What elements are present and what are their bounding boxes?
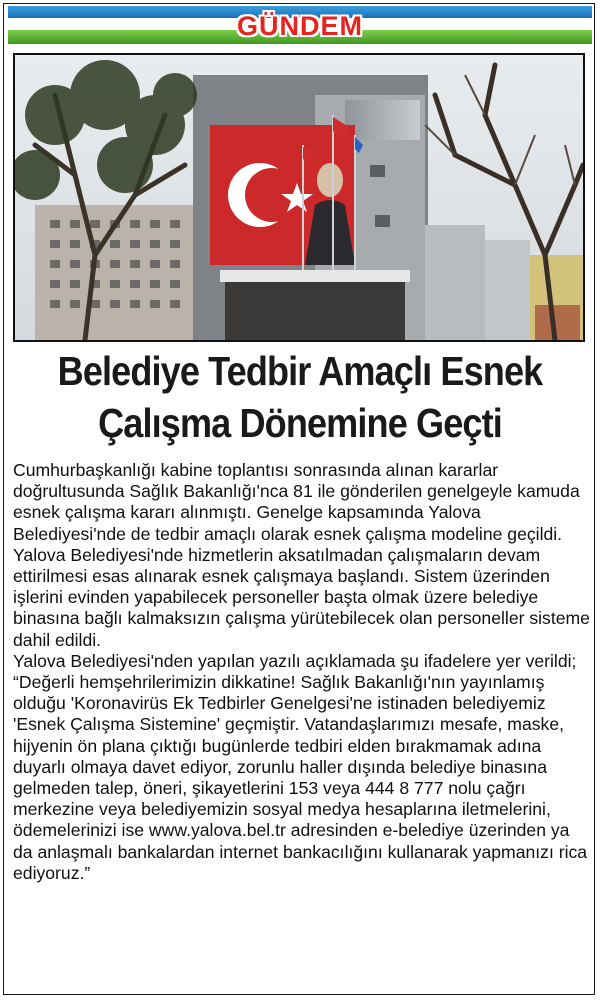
section-banner: [8, 6, 592, 44]
quote-paragraph: “Değerli hemşehrilerimizin dikkatine! Sağlık Bakanlığı'nın yayınlamış olduğu 'Koronavirüs Ek Tedbirler Genelgesi'ne istinaden belediyemiz 'Esnek Çalışma Sistemine' geçmiştir. Vatandaşlarımızı mesafe, maske, hijyenin ön plana çıktığı bugünlerde tedbiri elden bırakmamak adına duyarlı olmaya davet ediyor, zorunlu haller dışında belediye binasına gelmeden talep, öneri, şikayetlerini 153 veya 444 8 777 nolu çağrı merkezine veya belediyemizin sosyal medya hesaplarına iletmelerini, ödemelerinizi ise www.yalova.bel.tr adresinden e-belediye üzerinden ya da anlaşmalı bankalardan internet bankacılığını kullanarak yapmanızı rica ediyoruz.”: [13, 672, 588, 883]
building-photo-illustration: [15, 55, 583, 340]
paragraph: Yalova Belediyesi'nden yapılan yazılı açıklamada şu ifadelere yer verildi;: [13, 650, 577, 671]
paragraph: Yalova Belediyesi'nde hizmetlerin aksatılmadan çalışmaların devam ettirilmesi esas alınarak esnek çalışmaya başlandı. Sistem üzerinden işlerini evinden yapabilecek personeller başta olmak üzere belediye binasına bağlı kalmaksızın çalışma yürütebilecek olan personeller sisteme dahil edildi.: [13, 544, 590, 650]
headline: [43, 345, 557, 449]
section-title: GÜNDEM: [237, 11, 363, 41]
news-photo: [13, 53, 585, 342]
right-building: [425, 225, 485, 340]
article-body: [13, 460, 591, 884]
headline-line-2: Çalışma Dönemine Geçti: [98, 400, 502, 446]
paragraph: Cumhurbaşkanlığı kabine toplantısı sonrasında alınan kararlar doğrultusunda Sağlık Bakanlığı'nca 81 ile gönderilen genelgeyle kamuda esnek çalışma kararı alınmıştı. Genelge kapsamında Yalova Belediyesi'nde de tedbir amaçlı olarak esnek çalışma modeline geçildi.: [13, 460, 580, 544]
headline-line-1: Belediye Tedbir Amaçlı Esnek: [57, 348, 543, 394]
